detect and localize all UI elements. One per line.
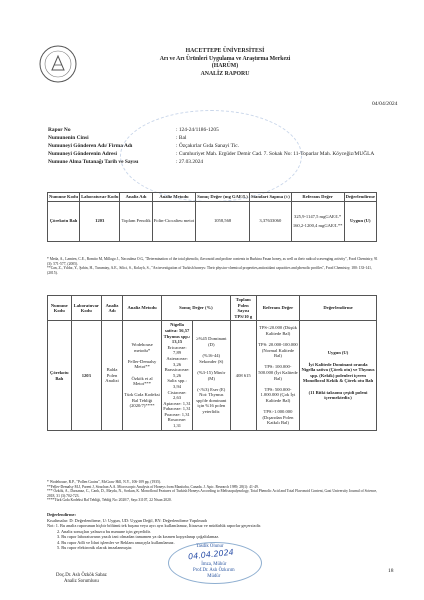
reference-item: **Feller-Demalsy M.J, Parent J, Strachan A.A. Microscopic Analysis of Honeys from Manitoba, Canada. J. Apic. Research 1989; 28(1): 41-49. <box>47 484 259 489</box>
report-title: ANALİZ RAPORU <box>200 70 250 77</box>
reference-item: TPS<20.000 (Düşük Kalitede Bal) <box>259 325 297 336</box>
director-title: Müdür <box>207 574 221 579</box>
taxon-item: Thymus spp.: 13,15 <box>163 333 191 345</box>
info-value: : Özçakırlar Gıda Sanayi Tic. <box>176 143 240 149</box>
info-value: : 124-24/1186-1205 <box>176 127 219 133</box>
col-header: Değerlendirme <box>344 193 376 202</box>
analyst-name: Doç.Dr. Aslı Özkök Sabaz <box>56 573 107 578</box>
info-key: Numune Alma Tutanağı Tarih ve Sayısı <box>48 159 139 165</box>
dominance-classes <box>192 321 230 430</box>
col-header: Sonuç Değer (%) <box>162 296 230 321</box>
info-row <box>48 150 406 158</box>
col-header: Analiz Adı <box>120 193 152 202</box>
evaluation-item: (11 Bitki taksonu çeşidi poleni içermektedir.) <box>308 389 368 401</box>
director-name: Prof.Dr. Aslı Özkırım <box>193 568 235 573</box>
table-header-row <box>48 296 377 321</box>
pollen-references <box>47 480 380 503</box>
signature-label: İmza, Mühür <box>201 562 227 567</box>
evaluation-item: Uygun (U) <box>327 350 349 356</box>
class-item: (%3-15) Minör (M) <box>197 369 226 381</box>
evaluation-item: İyi Kalitede Dominant oranda Nigella sativa (Çörek otu) ve Thymus spp. (Kekik) polenleri içeren Monofloral Kekik & Çörek otu Balı <box>301 361 375 384</box>
sample-info <box>48 126 406 166</box>
reference-1: 325,9-1147,5 mgGAE/L* <box>294 214 342 219</box>
result-value: 1058,568 <box>196 201 250 241</box>
col-header: Laboratuvar Kodu <box>80 193 120 202</box>
method-item: Özkök et al Metot*** <box>131 375 153 387</box>
analyst-role: Analiz Sorumlusu <box>63 579 99 584</box>
analysis-name: Toplam Fenolik <box>120 201 152 241</box>
analysis-name: Balda Polen Analizi <box>102 321 123 430</box>
stamp-text: Tasdik Olunur <box>196 544 224 549</box>
method-item: Türk Gıda Kodeksi Bal Tebliği (2020/7)**** <box>124 392 160 409</box>
reference-item: *** Özkök, A., Darsanaz, C., Canlı, D., Mayda, N., Sorkun, K. Monofloral Features of Turkish Honeys According to Melissopalynology, Total Phenolic Acid and Total Flavonoid Content, Gazi University Journal of Science, 2018, 31 (3):702-723. <box>47 489 378 498</box>
note-item: Not: 1. Bu analiz raporunun hiçbir bölümü tek başına veya ayrı ayrı kullanılamaz, İtirazsız ve müdürlük raporlar geçersizdir. <box>47 523 262 528</box>
hacettepe-logo-icon <box>38 44 78 84</box>
col-header: Toplam Polen Sayısı TPS/10 g <box>230 296 256 321</box>
info-row <box>48 142 406 150</box>
analyst-signature <box>56 573 107 585</box>
page-number: 18 <box>388 568 394 574</box>
info-row <box>48 134 406 142</box>
taxon-item: Poaceae: 1,31 <box>164 411 190 417</box>
class-item: (<%3) Eser (E) <box>197 386 226 392</box>
note-item: 3. Bu rapor laboratuvarın yazılı izni olmadan tamamen ya da kısmen kopyalanıp çoğaltılamaz. <box>57 534 220 539</box>
note-item: 2. Analiz sonuçları yalnızca bu numune için geçerlidir. <box>57 528 151 534</box>
col-header: Standart Sapma (±) <box>249 193 291 202</box>
note-item: 4. Bu rapor Adli ve İdari işlemler ve Reklam amaçıyla kullanılamaz. <box>57 539 175 545</box>
col-header: Numune Kodu <box>48 193 80 202</box>
reference-values <box>256 321 299 430</box>
notes-title: Değerlendirme: <box>47 512 76 517</box>
university-name: HACETTEPE ÜNİVERSİTESİ <box>185 48 265 54</box>
col-header: Analiz Metodu <box>152 193 196 202</box>
reference-item: TPS: 100.000-500.000 (İyi Kalitede Bal) <box>258 364 298 381</box>
col-header: Numune Kodu <box>48 296 72 321</box>
table-header-row <box>48 193 377 202</box>
director-signature <box>193 562 235 580</box>
reference-item: TPS>1.000.000 (Dışarıdan Polen Katkılı Bal) <box>262 409 294 426</box>
taxon-item: Cistaceae: 2,63 <box>167 389 187 401</box>
analysis-method: Folin-Ciocalteu metot <box>152 201 196 241</box>
info-value: : 27.03.2024 <box>176 159 204 165</box>
reference-item: TPS: 20.000-100.000 (Normal Kalitede Bal) <box>258 341 298 359</box>
taxon-item: Asteraceae: 3,26 <box>166 355 188 367</box>
pollen-table <box>47 295 377 431</box>
handwritten-date: 04.04.2024 <box>187 547 235 562</box>
col-header: Değerlendirme <box>300 296 377 321</box>
class-item: Not: Thymus spp'de dominant için %16 polen yeterlidir. <box>196 392 227 415</box>
reference-item: * Meda, A., Lamien, C.E., Romito M, Millogo J., Nacoulma O.G, "Determination of the total phenolic, flavonoid and proline contents in Burkina Fasan honey, as well as their radical scavenging activity", Food Chemistry, 91 (3): 571-577, (2005). <box>47 257 378 266</box>
class-item: (%16-44) Sekonder (S) <box>199 353 224 364</box>
taxon-item: Brassicaceae: 5,26 <box>164 367 190 378</box>
info-key: Numuneyi Gönderen Adı/ Firma Adı <box>48 143 133 149</box>
sample-code: Çörekotu Balı <box>48 201 80 241</box>
col-header: Sonuç Değer (mg GAE/L) <box>196 193 250 202</box>
info-key: Numunenin Cinsi <box>48 135 89 141</box>
info-value: : Cumhuriyet Mah. Ergüder Demir Cad. 7. Sokak No: 11-Toparlar Mah. Köyceğiz/MUĞLA <box>176 151 375 157</box>
info-row <box>48 126 406 134</box>
col-header: Analiz Metodu <box>123 296 162 321</box>
info-row <box>48 158 406 166</box>
phenolic-references <box>47 257 380 275</box>
method-item: Feller-Demalsy Metot** <box>127 358 157 370</box>
evaluation <box>300 321 377 430</box>
note-item: 5. Bu rapor elektronik olarak imzalanmıştır. <box>57 545 133 550</box>
method-item: Wodehouse metodu* <box>131 341 153 353</box>
total-pollen-count: 408 615 <box>230 321 256 430</box>
evaluation: Uygun (U) <box>344 201 376 241</box>
center-abbrev: (HARÜM) <box>211 63 239 70</box>
taxon-item: Nigella sativa: 56,57 <box>164 322 190 333</box>
center-name: Arı ve Arı Ürünleri Uygulama ve Araştırma Merkezi <box>159 55 291 62</box>
class-item: ≥%45 Dominant (D) <box>196 336 227 347</box>
reference-item: * Wodehouse, R.P., "Pollen Grains", McGraw Hill, N.Y., 106-109 pp, (1935). <box>47 480 162 484</box>
lab-code: 1203 <box>71 321 102 430</box>
reference-item: ****Türk Gıda Kodeksi Bal Tebliği, Tebliğ No: 2020/7, Sayı:31107, 22 Nisan 2020. <box>47 498 172 503</box>
abbreviations-legend: Kısaltmalar: D: Değerlendirme, U: Uygun, UD: Uygun Değil, BY: Değerlendirme Yapılmadı <box>47 517 207 523</box>
taxon-item: Fabaceae: 1,31 <box>163 406 191 412</box>
col-header: Analiz Adı <box>102 296 123 321</box>
reference-item: TPS: 500.000-1.000.000 (Çok İyi Kalitede Bal) <box>260 386 296 403</box>
reference-2: 160,2-1200,4 mgGAE/L** <box>292 222 343 228</box>
std-deviation: 3,37633060 <box>249 201 291 241</box>
phenolic-table <box>47 192 377 242</box>
taxon-item: Rosaceae: 1,31 <box>167 417 187 429</box>
report-header <box>110 48 340 78</box>
taxon-item: Salix spp.: 3,94 <box>167 378 187 389</box>
col-header: Referans Değer <box>291 193 344 202</box>
table-row <box>48 201 377 241</box>
info-value: : Bal <box>176 135 187 141</box>
taxon-item: Apiaceae: 1,31 <box>163 400 191 406</box>
report-date: 04/04/2024 <box>372 101 398 107</box>
col-header: Referans Değer <box>256 296 299 321</box>
analysis-methods <box>123 321 162 430</box>
info-key: Rapor No <box>48 127 71 133</box>
lab-code: 1203 <box>80 201 120 241</box>
reference-values <box>291 201 344 241</box>
table-row <box>48 321 377 430</box>
col-header: Laboratuvar Kodu <box>71 296 102 321</box>
taxon-item: Ericaceae: 7,89 <box>167 344 187 356</box>
info-key: Numuneyi Gönderenin Adresi <box>48 151 117 157</box>
pollen-taxa <box>162 321 193 430</box>
sample-code: Çörekotu Balı <box>48 321 72 430</box>
reference-item: **Can, Z., Yıldız, Y., Şahin, H., Turumtay, A.E., Silici, S., Kolaylı, S., "An investigation of Turkish honeys: Their physico-chemical properties,antioxidant capacities and phenolic profiles", Food Chemistry, 180: 133-141, (2015). <box>47 266 372 275</box>
